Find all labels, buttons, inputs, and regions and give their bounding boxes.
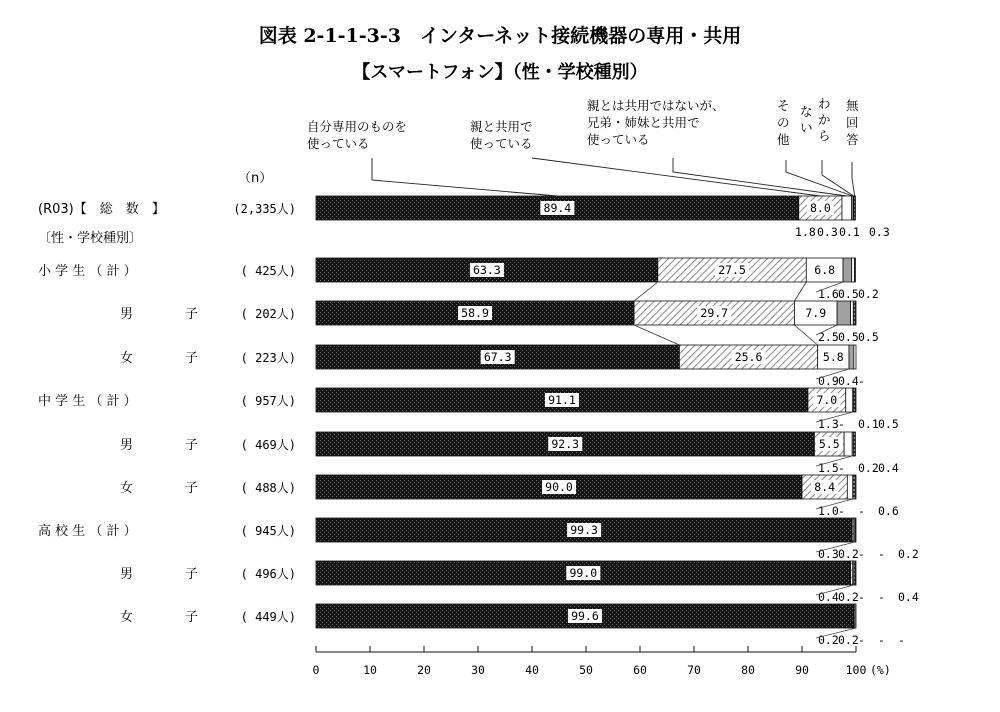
legend-header-char: ら bbox=[818, 128, 831, 143]
bar-segment bbox=[854, 258, 855, 282]
bar-row bbox=[38, 518, 919, 561]
small-value-label: 0.2 bbox=[858, 461, 879, 475]
leader-line bbox=[673, 158, 847, 196]
value-label: 29.7 bbox=[700, 306, 729, 320]
legend-header-line: 使っている bbox=[470, 136, 533, 151]
segment-connector bbox=[634, 282, 658, 301]
row-n: ( 202人) bbox=[240, 307, 296, 321]
value-label: 5.5 bbox=[818, 437, 840, 451]
bar-segment bbox=[842, 196, 852, 220]
x-tick-label: 90 bbox=[795, 663, 809, 677]
legend-header-char: い bbox=[800, 120, 813, 135]
bar-row bbox=[120, 475, 899, 518]
value-label: 90.0 bbox=[545, 480, 573, 494]
small-value-label: - bbox=[858, 547, 865, 561]
value-label: 99.3 bbox=[570, 523, 598, 537]
small-value-label: 0.2 bbox=[838, 633, 859, 647]
small-value-label: - bbox=[898, 633, 905, 647]
leader-line bbox=[372, 158, 557, 196]
x-tick-label: 10 bbox=[363, 663, 377, 677]
small-value-label: 0.2 bbox=[838, 547, 859, 561]
value-label: 58.9 bbox=[461, 306, 489, 320]
legend-header-line: 兄弟・姉妹と共用で bbox=[587, 115, 700, 130]
segment-connector bbox=[794, 325, 817, 345]
row-label: 男 子 bbox=[120, 567, 199, 582]
value-label: 8.4 bbox=[814, 480, 836, 494]
legend-header-1 bbox=[307, 119, 407, 151]
small-value-label: 0.2 bbox=[838, 590, 859, 604]
legend-header-5 bbox=[800, 96, 831, 143]
small-value-label: - bbox=[858, 633, 865, 647]
small-value-label: 0.3 bbox=[869, 225, 890, 239]
bar-segment bbox=[854, 561, 856, 585]
bar-row bbox=[38, 388, 899, 431]
small-value-label: 0.3 bbox=[817, 225, 838, 239]
small-value-label: 0.5 bbox=[878, 417, 899, 431]
bar-row bbox=[120, 561, 919, 604]
bar-segment bbox=[854, 196, 856, 220]
legend-header-line: 自分専用のものを bbox=[307, 119, 408, 134]
x-tick-label: 80 bbox=[741, 663, 755, 677]
value-label: 7.0 bbox=[816, 393, 838, 407]
row-label: 男 子 bbox=[120, 307, 199, 322]
small-value-label: - bbox=[878, 633, 885, 647]
legend-header-char: 回 bbox=[846, 115, 859, 130]
small-value-label: 1.0 bbox=[818, 504, 839, 518]
legend-header-char: 答 bbox=[846, 132, 859, 147]
legend-header-line: 使っている bbox=[587, 132, 650, 147]
small-value-label: 0.3 bbox=[818, 547, 839, 561]
x-axis-unit: (%) bbox=[870, 663, 891, 677]
chart-title: 図表 2-1-1-3-3 インターネット接続機器の専用・共用 bbox=[258, 25, 742, 47]
row-label: 小 学 生 （ 計 ） bbox=[38, 264, 137, 279]
small-value-label: 1.3 bbox=[818, 417, 839, 431]
legend-header-char: な bbox=[800, 104, 813, 119]
small-value-label: - bbox=[838, 417, 845, 431]
small-value-label: 0.5 bbox=[838, 330, 859, 344]
small-value-label: 0.4 bbox=[838, 374, 859, 388]
bar-segment bbox=[844, 432, 852, 456]
bar-row bbox=[38, 196, 890, 239]
chart-subtitle: 【スマートフォン】（性・学校種別） bbox=[352, 62, 648, 83]
n-header: （n） bbox=[238, 171, 273, 186]
bar-segment bbox=[843, 258, 852, 282]
value-label: 99.6 bbox=[571, 609, 599, 623]
bar-segment bbox=[851, 301, 854, 325]
row-label: 女 子 bbox=[120, 351, 199, 366]
row-n: ( 223人) bbox=[240, 351, 296, 365]
row-label: (R03)【 総 数 】 bbox=[38, 202, 165, 217]
row-label: 中 学 生 （ 計 ） bbox=[38, 394, 137, 409]
small-value-label: - bbox=[858, 590, 865, 604]
legend-header-char: わ bbox=[818, 96, 831, 111]
legend-header-4 bbox=[777, 98, 790, 147]
small-value-label: 0.5 bbox=[858, 330, 879, 344]
legend-header-char: そ bbox=[777, 98, 790, 113]
small-value-label: 0.9 bbox=[818, 374, 839, 388]
bar-segment bbox=[837, 301, 851, 325]
small-value-label: - bbox=[838, 504, 845, 518]
small-value-label: 0.5 bbox=[838, 287, 859, 301]
value-label: 8.0 bbox=[809, 201, 831, 215]
bar-segment bbox=[846, 388, 853, 412]
small-value-label: - bbox=[858, 504, 865, 518]
value-label: 91.1 bbox=[548, 393, 576, 407]
small-value-label: 0.1 bbox=[858, 417, 879, 431]
small-value-label: 0.1 bbox=[839, 225, 860, 239]
segment-connector bbox=[794, 282, 806, 301]
value-label: 25.6 bbox=[734, 350, 763, 364]
small-value-label: 0.4 bbox=[898, 590, 919, 604]
value-label: 5.8 bbox=[822, 350, 844, 364]
row-label: 男 子 bbox=[120, 438, 199, 453]
bar-segment bbox=[852, 258, 855, 282]
small-value-label: 1.6 bbox=[818, 287, 839, 301]
small-value-label: 0.2 bbox=[898, 547, 919, 561]
small-value-label: 0.4 bbox=[818, 590, 839, 604]
small-value-label: - bbox=[878, 547, 885, 561]
value-label: 89.4 bbox=[543, 201, 572, 215]
small-value-label: 2.5 bbox=[818, 330, 839, 344]
row-n: (2,335人) bbox=[233, 202, 296, 216]
value-label: 6.8 bbox=[814, 263, 836, 277]
small-value-label: - bbox=[838, 461, 845, 475]
small-value-label: - bbox=[858, 374, 865, 388]
x-tick-label: 100 bbox=[845, 663, 867, 677]
bar-row bbox=[38, 258, 879, 301]
row-n: ( 469人) bbox=[240, 438, 296, 452]
small-value-label: 0.2 bbox=[818, 633, 839, 647]
bar-segment bbox=[853, 475, 856, 499]
value-label: 27.5 bbox=[718, 263, 746, 277]
row-n: ( 957人) bbox=[240, 394, 296, 408]
legend-header-line: 親と共用で bbox=[470, 119, 533, 134]
x-tick-label: 0 bbox=[312, 663, 320, 677]
segment-connector bbox=[634, 325, 679, 345]
value-label: 7.9 bbox=[805, 306, 827, 320]
bar-row bbox=[120, 345, 865, 388]
legend-header-6 bbox=[846, 98, 859, 147]
legend-header-char: か bbox=[818, 112, 831, 127]
small-value-label: 0.2 bbox=[858, 287, 879, 301]
value-label: 92.3 bbox=[551, 437, 580, 451]
row-n: ( 945人) bbox=[240, 524, 296, 538]
legend-header-3 bbox=[587, 98, 725, 147]
row-n: ( 488人) bbox=[240, 481, 296, 495]
leader-line bbox=[532, 158, 820, 196]
x-tick-label: 50 bbox=[579, 663, 593, 677]
bar-row bbox=[120, 301, 879, 344]
small-value-label: 1.8 bbox=[795, 225, 816, 239]
bar-row bbox=[120, 604, 905, 647]
bar-segment bbox=[855, 604, 856, 628]
value-label: 63.3 bbox=[473, 263, 501, 277]
bar-segment bbox=[855, 518, 856, 542]
row-n: ( 425人) bbox=[240, 264, 296, 278]
bar-segment bbox=[847, 475, 852, 499]
legend-header-char: 無 bbox=[846, 98, 859, 113]
bar-segment bbox=[853, 432, 855, 456]
x-tick-label: 70 bbox=[687, 663, 701, 677]
small-value-label: 1.5 bbox=[818, 461, 839, 475]
bar-segment bbox=[854, 345, 856, 369]
row-label: 高 校 生 （ 計 ） bbox=[38, 524, 137, 539]
x-tick-label: 60 bbox=[633, 663, 647, 677]
bar-segment bbox=[849, 345, 854, 369]
legend-header-char: の bbox=[777, 115, 790, 130]
row-label: 女 子 bbox=[120, 610, 199, 625]
leader-line bbox=[852, 162, 855, 196]
legend-header-char: 他 bbox=[777, 132, 790, 147]
x-tick-label: 40 bbox=[525, 663, 539, 677]
small-value-label: - bbox=[878, 590, 885, 604]
bar-segment bbox=[853, 301, 856, 325]
legend-header-line: 親とは共用ではないが、 bbox=[587, 98, 725, 113]
row-n: ( 449人) bbox=[240, 610, 296, 624]
x-tick-label: 30 bbox=[471, 663, 485, 677]
small-value-label: 0.4 bbox=[878, 461, 899, 475]
row-n: ( 496人) bbox=[240, 567, 296, 581]
legend-header-2 bbox=[470, 119, 533, 151]
value-label: 67.3 bbox=[483, 350, 512, 364]
bar-row bbox=[120, 432, 899, 475]
value-label: 99.0 bbox=[569, 566, 598, 580]
legend-header-line: 使っている bbox=[307, 136, 370, 151]
small-value-label: 0.6 bbox=[878, 504, 899, 518]
section-label: 〔性・学校種別〕 bbox=[38, 231, 143, 246]
row-label: 女 子 bbox=[120, 481, 199, 496]
x-tick-label: 20 bbox=[417, 663, 431, 677]
leader-line bbox=[786, 160, 852, 196]
bar-segment bbox=[853, 388, 856, 412]
